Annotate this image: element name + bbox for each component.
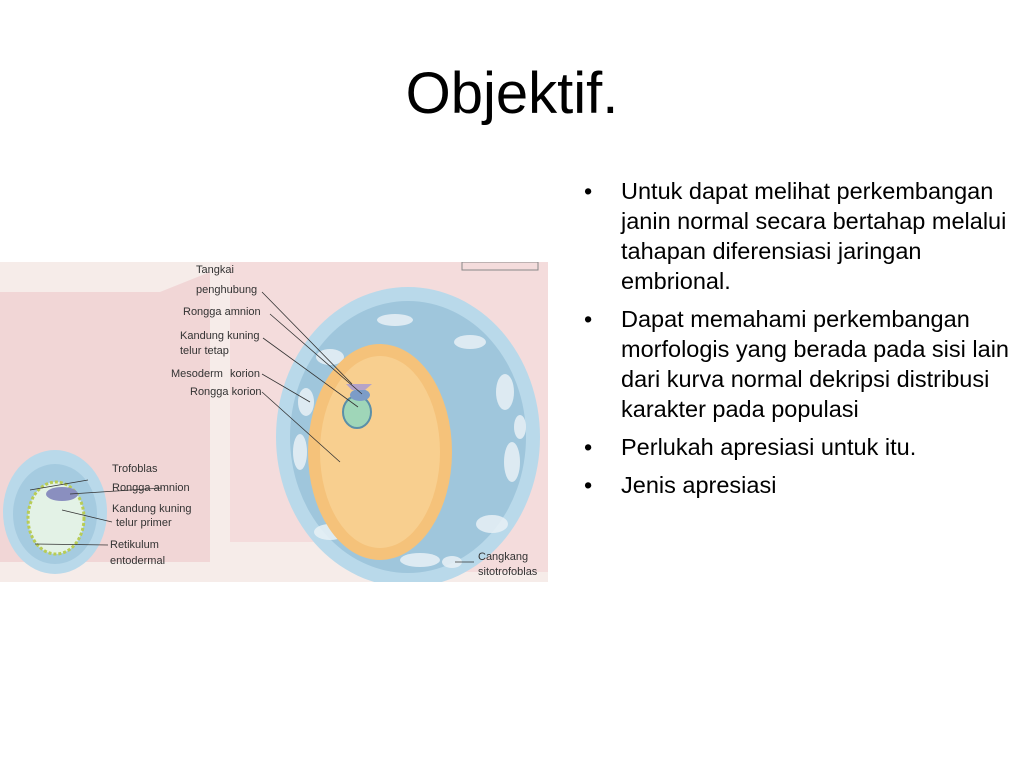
label-korion: korion — [230, 368, 260, 380]
secondary-yolk-sac — [343, 396, 371, 428]
label-rongga-amnion-bottom: Rongga amnion — [112, 482, 190, 494]
bullet-text: Untuk dapat melihat perkembangan janin normal secara bertahap melalui tahapan diferensiasi jaringan embrional. — [621, 178, 1007, 294]
label-kandung-kuning: Kandung kuning — [180, 330, 260, 342]
list-item — [584, 470, 1020, 500]
label-telur-primer: telur primer — [116, 517, 172, 529]
slide-title: Objektif. — [405, 61, 619, 126]
label-rongga-amnion-top: Rongga amnion — [183, 306, 261, 318]
label-telur-tetap: telur tetap — [180, 345, 229, 357]
bullet-marker: • — [584, 306, 593, 332]
label-kandung-kuning-2: Kandung kuning — [112, 503, 192, 515]
label-sitotrofoblas: sitotrofoblas — [478, 566, 538, 578]
list-item — [584, 432, 1020, 462]
label-trofoblas: Trofoblas — [112, 463, 158, 475]
label-retikulum: Retikulum — [110, 539, 159, 551]
objectives-list — [584, 176, 1020, 508]
bullet-text: Dapat memahami perkembangan morfologis yang berada pada sisi lain dari kurva normal dekripsi distribusi karakter pada populasi — [621, 306, 1009, 422]
bullet-text: Jenis apresiasi — [621, 472, 777, 498]
label-tangkai: Tangkai — [196, 264, 234, 276]
bullet-text: Perlukah apresiasi untuk itu. — [621, 434, 917, 460]
embryo-diagram-svg — [0, 262, 548, 582]
bullet-marker: • — [584, 472, 593, 498]
embryo-illustration — [0, 262, 548, 582]
label-penghubung: penghubung — [196, 284, 258, 296]
label-cangkang: Cangkang — [478, 551, 529, 563]
label-entodermal: entodermal — [110, 555, 166, 567]
chorionic-cavity-inner — [320, 356, 440, 548]
list-item — [584, 176, 1020, 296]
bullet-marker: • — [584, 434, 593, 460]
list-item — [584, 304, 1020, 424]
label-rongga-korion: Rongga korion — [190, 386, 262, 398]
amniotic-cavity-top — [350, 389, 370, 401]
bullet-marker: • — [584, 178, 593, 204]
label-mesoderm: Mesoderm — [171, 368, 223, 380]
